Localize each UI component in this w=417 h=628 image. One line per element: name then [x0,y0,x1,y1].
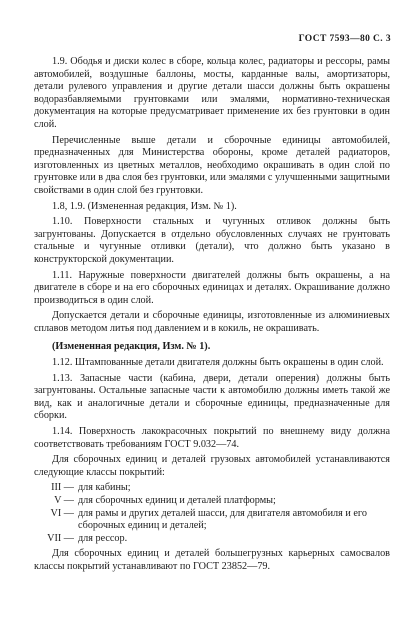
paragraph-revision-1: 1.8, 1.9. (Измененная редакция, Изм. № 1). [52,200,237,212]
class-number: V — [54,495,74,506]
paragraph-revision-2: (Измененная редакция, Изм. № 1). [52,341,211,353]
paragraph-1-11: 1.11. Наружные поверхности двигателей должны быть окрашены, а на двигателе в сборе и на его сборочных единицах и деталях. Окрашивание должно производиться в один слой. [34,269,390,306]
paragraph-classes-intro: Для сборочных единиц и деталей грузовых автомобилей устанавливаются следующие классы покрытий: [34,454,390,478]
class-list-item [34,508,390,533]
class-list-item [34,482,390,495]
paragraph-defense: Перечисленные выше детали и сборочные единицы автомобилей, предназначенных для Министерства обороны, кроме деталей радиаторов, изготовленных из цветных металлов, необходимо окрашивать в один слой по грунтовке или в два слоя без грунтовки, или эмалями с улучшенными защитными свойствами в один слой без грунтовки. [34,134,390,196]
class-description: для кабины; [78,482,131,494]
class-list-item [34,533,390,546]
document-body [34,56,390,577]
class-description: для рессор. [78,532,128,544]
paragraph-aluminum: Допускается детали и сборочные единицы, изготовленные из алюминиевых сплавов методом литья под давлением и в кокиль, не окрашивать. [34,310,390,334]
class-list-item [34,495,390,508]
page-header: ГОСТ 7593—80 С. 3 [298,34,391,44]
paragraph-1-14: 1.14. Поверхность лакокрасочных покрытий по внешнему виду должна соответствовать требованиям ГОСТ 9.032—74. [34,426,390,450]
class-number: III — [51,482,74,494]
paragraph-1-9: 1.9. Ободья и диски колес в сборе, кольца колес, радиаторы и рессоры, рамы автомобилей, воздушные баллоны, мосты, карданные валы, амортизаторы, детали рулевого управления и другие детали шасси должны быть окрашены водоразбавляемыми грунтовками или эмалями, нормативно-техническая документация на которые предусматривает применение их без грунтовки в один слой. [34,56,390,130]
coating-class-list [34,482,390,545]
paragraph-quarry-trucks: Для сборочных единиц и деталей большегрузных карьерных самосвалов классы покрытий устанавливают по ГОСТ 23852—79. [34,548,390,572]
class-description: для рамы и других деталей шасси, для двигателя автомобиля и его сборочных единиц и деталей; [78,507,367,532]
paragraph-1-12: 1.12. Штампованные детали двигателя должны быть окрашены в один слой. [52,357,384,369]
class-description: для сборочных единиц и деталей платформы; [78,495,276,506]
class-number: VI — [50,507,74,519]
paragraph-1-10: 1.10. Поверхности стальных и чугунных отливок должны быть загрунтованы. Допускается в отдельно обусловленных случаях не грунтовать стальные и чугунные отливки (детали), что должно быть указано в конструкторской документации. [34,216,390,265]
class-number: VII — [47,532,74,544]
paragraph-1-13: 1.13. Запасные части (кабина, двери, детали оперения) должны быть загрунтованы. Остальные запасные части к автомобилю должны иметь такой же вид, как и аналогичные детали и сборочные единицы, предназначенные для сборки. [34,372,390,422]
